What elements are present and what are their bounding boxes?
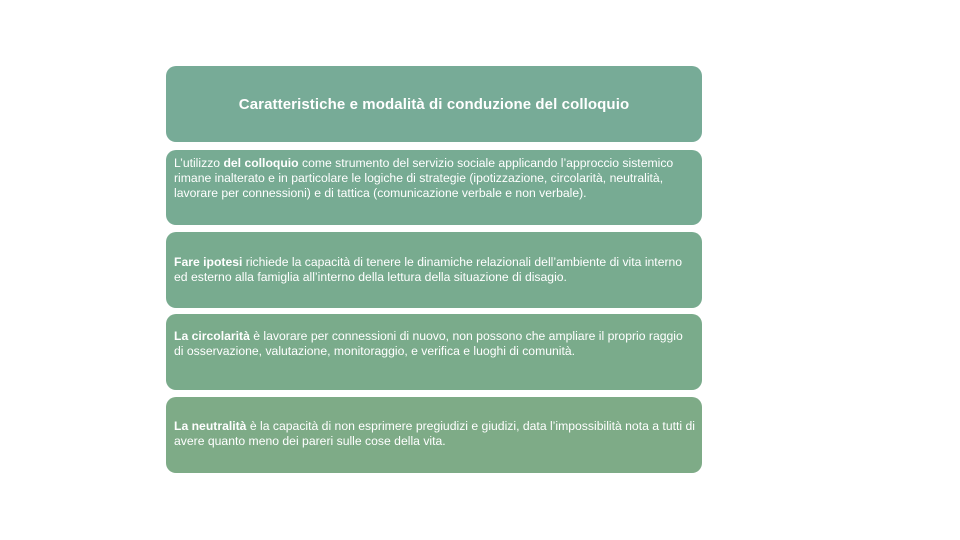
content-keyword: La circolarità [174,329,250,343]
content-text [174,238,695,285]
content-text [174,403,695,449]
content-body: è lavorare per connessioni di nuovo, non possono che ampliare il proprio raggio di osservazione, valutazione, monitoraggio, e verifica e luoghi di comunità. [174,329,683,358]
diagram-title: Caratteristiche e modalità di conduzione del colloquio [238,95,630,113]
content-keyword: Fare ipotesi [174,255,243,269]
content-box-ipotesi [166,232,702,308]
title-box [166,66,702,142]
content-body: è la capacità di non esprimere pregiudizi e giudizi, data l’impossibilità nota a tutti di avere quanto meno dei pareri sulle cose della vita. [174,419,695,448]
content-body: come strumento del servizio sociale applicando l’approccio sistemico rimane inalterato e in particolare le logiche di strategie (ipotizzazione, circolarità, neutralità, lavorare per connessioni) e di tattica (comunicazione verbale e non verbale). [174,156,674,200]
content-box-neutralita [166,397,702,473]
content-keyword: del colloquio [223,156,299,170]
content-prefix: L’utilizzo [174,156,224,170]
content-text [174,156,673,200]
content-box-circolarita [166,314,702,390]
content-box-colloquio [166,150,702,225]
content-keyword: La neutralità [174,419,247,433]
content-text [174,320,695,359]
content-body: richiede la capacità di tenere le dinamiche relazionali dell’ambiente di vita interno ed esterno alla famiglia all’interno della lettura della situazione di disagio. [174,255,683,284]
